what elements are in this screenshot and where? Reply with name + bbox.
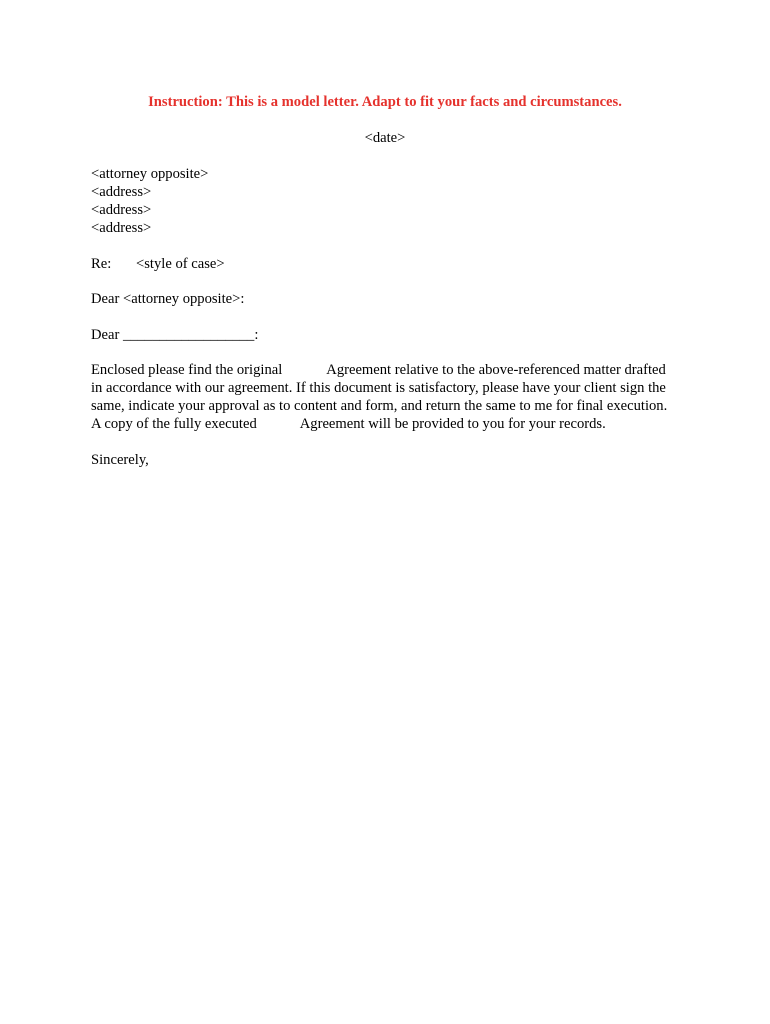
closing: Sincerely, [91,452,149,468]
instruction-heading: Instruction: This is a model letter. Adapt to fit your facts and circumstances. [148,94,622,110]
recipient-address-line: <address> [91,220,152,236]
recipient-name: <attorney opposite> [91,166,209,182]
recipient-address-line: <address> [91,184,152,200]
body-line [91,379,681,397]
body-text: Enclosed please find the original [91,362,283,378]
body-paragraph [91,361,681,433]
letter-date: <date> [364,130,406,146]
salutation-primary: Dear <attorney opposite>: [91,291,245,307]
salutation-alternate: Dear __________________: [91,327,259,343]
body-line [91,415,681,433]
body-text: Agreement will be provided to you for your records. [299,416,606,432]
recipient-address-line: <address> [91,202,152,218]
body-text: A copy of the fully executed [91,416,257,432]
body-line [91,361,681,379]
recipient-address-block [91,165,208,237]
re-label: Re: [91,256,112,272]
body-text: Agreement relative to the above-referenced matter drafted [326,362,666,378]
body-text: in accordance with our agreement. If this document is satisfactory, please have your client sign the [91,380,666,396]
body-line [91,397,681,415]
body-text: same, indicate your approval as to content and form, and return the same to me for final execution. [91,398,668,414]
re-line [91,255,225,273]
style-of-case: <style of case> [136,256,225,272]
